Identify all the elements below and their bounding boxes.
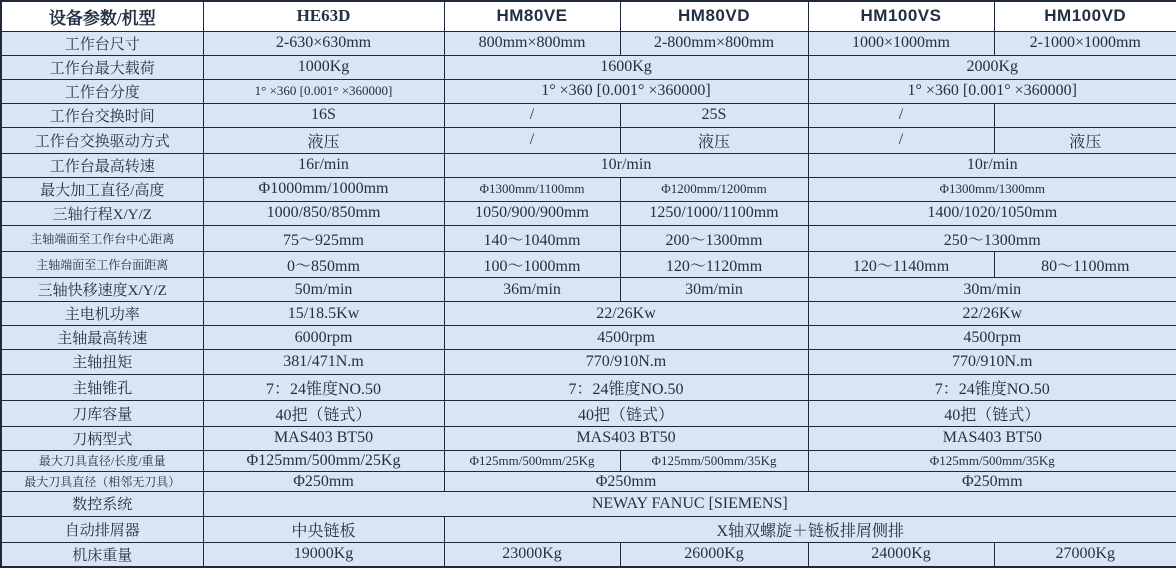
table-row [1, 450, 1176, 471]
param-label: 主轴扭矩 [1, 350, 203, 374]
value-cell: 1000/850/850mm [203, 201, 444, 225]
value-cell: 770/910N.m [444, 350, 808, 374]
value-cell: 7：24锥度NO.50 [444, 374, 808, 400]
spec-table-header [1, 1, 1176, 31]
value-cell: 30m/min [808, 278, 1176, 302]
value-cell: 200～1300mm [620, 225, 808, 251]
table-row [1, 326, 1176, 350]
param-label: 刀库容量 [1, 400, 203, 426]
value-cell: 19000Kg [203, 542, 444, 567]
value-cell: 2-1000×1000mm [994, 31, 1176, 55]
table-row [1, 55, 1176, 79]
table-row [1, 252, 1176, 278]
value-cell: 23000Kg [444, 542, 620, 567]
value-cell: 10r/min [444, 153, 808, 177]
value-cell: 1250/1000/1100mm [620, 201, 808, 225]
value-cell: 800mm×800mm [444, 31, 620, 55]
value-cell: Φ125mm/500mm/25Kg [444, 450, 620, 471]
value-cell: 中央链板 [203, 516, 444, 542]
param-label: 主轴端面至工作台面距离 [1, 252, 203, 278]
value-cell: Φ250mm [203, 471, 444, 492]
value-cell: 2-630×630mm [203, 31, 444, 55]
param-label: 机床重量 [1, 542, 203, 567]
table-row [1, 426, 1176, 450]
table-row [1, 492, 1176, 516]
value-cell: 120～1120mm [620, 252, 808, 278]
value-cell: 2000Kg [808, 55, 1176, 79]
param-label: 主电机功率 [1, 302, 203, 326]
value-cell: Φ125mm/500mm/35Kg [808, 450, 1176, 471]
param-label: 工作台交换时间 [1, 103, 203, 127]
param-label: 工作台最高转速 [1, 153, 203, 177]
value-cell: 381/471N.m [203, 350, 444, 374]
value-cell: / [808, 127, 994, 153]
value-cell: Φ1000mm/1000mm [203, 177, 444, 201]
param-column-header: 设备参数/机型 [1, 1, 203, 31]
value-cell: 1400/1020/1050mm [808, 201, 1176, 225]
value-cell: 液压 [994, 127, 1176, 153]
value-cell: Φ125mm/500mm/25Kg [203, 450, 444, 471]
value-cell: 1600Kg [444, 55, 808, 79]
value-cell: NEWAY FANUC [SIEMENS] [203, 492, 1176, 516]
value-cell: 22/26Kw [444, 302, 808, 326]
table-row [1, 374, 1176, 400]
spec-table-body [1, 31, 1176, 567]
value-cell: MAS403 BT50 [203, 426, 444, 450]
table-row [1, 79, 1176, 103]
value-cell: 40把（链式） [203, 400, 444, 426]
param-label: 刀柄型式 [1, 426, 203, 450]
value-cell: 24000Kg [808, 542, 994, 567]
param-label: 数控系统 [1, 492, 203, 516]
value-cell: 40把（链式） [808, 400, 1176, 426]
table-row [1, 542, 1176, 567]
param-label: 主轴锥孔 [1, 374, 203, 400]
value-cell: MAS403 BT50 [444, 426, 808, 450]
value-cell: 140～1040mm [444, 225, 620, 251]
model-header-hm100vs: HM100VS [808, 1, 994, 31]
value-cell: 80～1100mm [994, 252, 1176, 278]
value-cell: 16r/min [203, 153, 444, 177]
value-cell: Φ250mm [808, 471, 1176, 492]
value-cell: 1050/900/900mm [444, 201, 620, 225]
value-cell: / [808, 103, 994, 127]
value-cell: 6000rpm [203, 326, 444, 350]
value-cell: MAS403 BT50 [808, 426, 1176, 450]
param-label: 最大刀具直径（相邻无刀具） [1, 471, 203, 492]
value-cell: 4500rpm [808, 326, 1176, 350]
value-cell: 25S [620, 103, 808, 127]
table-row [1, 153, 1176, 177]
value-cell: 120～1140mm [808, 252, 994, 278]
table-row [1, 516, 1176, 542]
param-label: 工作台尺寸 [1, 31, 203, 55]
value-cell: 36m/min [444, 278, 620, 302]
value-cell: 22/26Kw [808, 302, 1176, 326]
table-row [1, 225, 1176, 251]
value-cell: 2-800mm×800mm [620, 31, 808, 55]
table-row [1, 400, 1176, 426]
value-cell: 1° ×360 [0.001° ×360000] [808, 79, 1176, 103]
value-cell: 1° ×360 [0.001° ×360000] [203, 79, 444, 103]
value-cell: 1000×1000mm [808, 31, 994, 55]
value-cell: 1000Kg [203, 55, 444, 79]
value-cell: 1° ×360 [0.001° ×360000] [444, 79, 808, 103]
param-label: 主轴最高转速 [1, 326, 203, 350]
param-label: 工作台分度 [1, 79, 203, 103]
param-label: 工作台交换驱动方式 [1, 127, 203, 153]
table-row [1, 201, 1176, 225]
table-row [1, 127, 1176, 153]
header-row [1, 1, 1176, 31]
model-header-hm80vd: HM80VD [620, 1, 808, 31]
value-cell: 100～1000mm [444, 252, 620, 278]
value-cell: 30m/min [620, 278, 808, 302]
value-cell: 75～925mm [203, 225, 444, 251]
table-row [1, 31, 1176, 55]
value-cell: / [444, 103, 620, 127]
table-row [1, 302, 1176, 326]
value-cell: 10r/min [808, 153, 1176, 177]
value-cell: 770/910N.m [808, 350, 1176, 374]
value-cell: 40把（链式） [444, 400, 808, 426]
table-row [1, 350, 1176, 374]
param-label: 自动排屑器 [1, 516, 203, 542]
value-cell: 4500rpm [444, 326, 808, 350]
value-cell: / [444, 127, 620, 153]
table-row [1, 471, 1176, 492]
param-label: 三轴快移速度X/Y/Z [1, 278, 203, 302]
model-header-hm100vd: HM100VD [994, 1, 1176, 31]
table-row [1, 278, 1176, 302]
param-label: 最大加工直径/高度 [1, 177, 203, 201]
model-header-hm80ve: HM80VE [444, 1, 620, 31]
value-cell: 液压 [620, 127, 808, 153]
value-cell: 250～1300mm [808, 225, 1176, 251]
value-cell [994, 103, 1176, 127]
param-label: 主轴端面至工作台中心距离 [1, 225, 203, 251]
value-cell: 50m/min [203, 278, 444, 302]
table-row [1, 177, 1176, 201]
value-cell: 27000Kg [994, 542, 1176, 567]
value-cell: X轴双螺旋＋链板排屑侧排 [444, 516, 1176, 542]
value-cell: 26000Kg [620, 542, 808, 567]
value-cell: Φ125mm/500mm/35Kg [620, 450, 808, 471]
value-cell: 液压 [203, 127, 444, 153]
value-cell: 7：24锥度NO.50 [203, 374, 444, 400]
value-cell: 0～850mm [203, 252, 444, 278]
value-cell: Φ1200mm/1200mm [620, 177, 808, 201]
value-cell: Φ1300mm/1300mm [808, 177, 1176, 201]
param-label: 三轴行程X/Y/Z [1, 201, 203, 225]
param-label: 工作台最大载荷 [1, 55, 203, 79]
model-header-he63d: HE63D [203, 1, 444, 31]
value-cell: 15/18.5Kw [203, 302, 444, 326]
value-cell: 16S [203, 103, 444, 127]
value-cell: Φ1300mm/1100mm [444, 177, 620, 201]
value-cell: Φ250mm [444, 471, 808, 492]
table-row [1, 103, 1176, 127]
value-cell: 7：24锥度NO.50 [808, 374, 1176, 400]
param-label: 最大刀具直径/长度/重量 [1, 450, 203, 471]
